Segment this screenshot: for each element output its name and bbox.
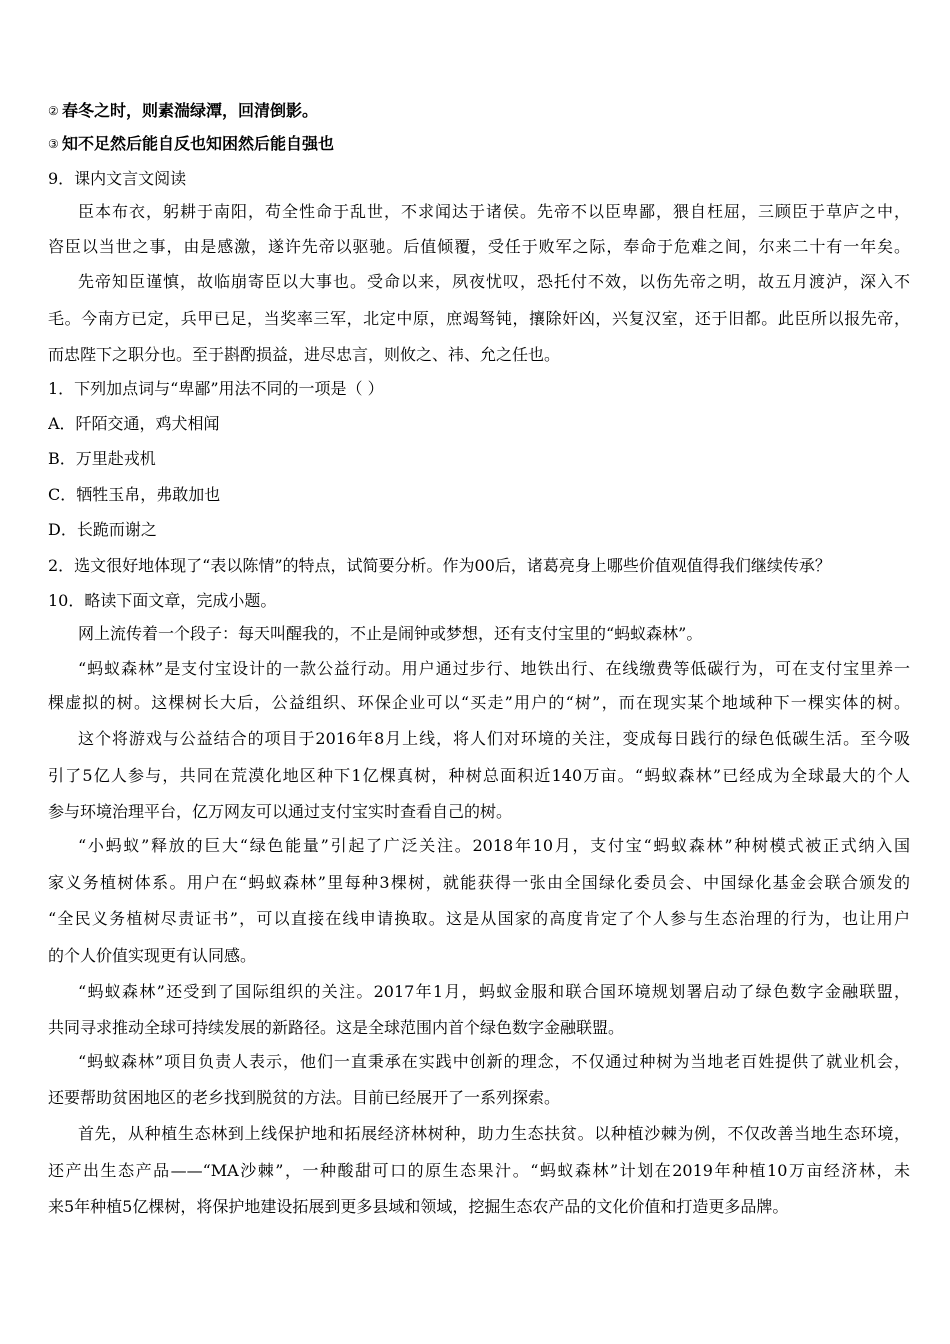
quote-line-3 [48,133,910,155]
quote-line-2 [48,100,910,122]
article-line: 引了5亿人参与，共同在荒漠化地区种下1亿棵真树，种树总面积近140万亩。“蚂蚁森林”已经成为全球最大的个人 [48,766,910,785]
passage-line: 臣本布衣，躬耕于南阳，苟全性命于乱世，不求闻达于诸侯。先帝不以臣卑鄙，猥自枉屈，三顾臣于草庐之中， [78,202,910,221]
article-line: 首先，从种植生态林到上线保护地和拓展经济林树种，助力生态扶贫。以种植沙棘为例，不仅改善当地生态环境， [78,1124,910,1143]
circled-number-2: ② [48,104,59,118]
article-line: 这个将游戏与公益结合的项目于2016年8月上线，将人们对环境的关注，变成每日践行的绿色低碳生活。至今吸 [78,729,910,748]
sub-question-2: 2．选文很好地体现了“表以陈情”的特点，试简要分析。作为00后，诸葛亮身上哪些价值观值得我们继续传承？ [48,556,831,575]
article-line: “蚂蚁森林”还受到了国际组织的关注。2017年1月，蚂蚁金服和联合国环境规划署启动了绿色数字金融联盟， [78,982,910,1001]
option-c: C．牺牲玉帛，弗敢加也 [48,485,221,504]
option-d: D．长跪而谢之 [48,520,157,539]
article-line: “小蚂蚁”释放的巨大“绿色能量”引起了广泛关注。2018年10月，支付宝“蚂蚁森林”种树模式被正式纳入国 [78,836,910,855]
article-line: 共同寻求推动全球可持续发展的新路径。这是全球范围内首个绿色数字金融联盟。 [48,1018,625,1037]
article-line: 还产出生态产品——“MA沙棘”，一种酸甜可口的原生态果汁。“蚂蚁森林”计划在2019年种植10万亩经济林，未 [48,1161,910,1180]
passage-line: 先帝知臣谨慎，故临崩寄臣以大事也。受命以来，夙夜忧叹，恐托付不效，以伤先帝之明，故五月渡泸，深入不 [78,272,910,291]
article-line: 棵虚拟的树。这棵树长大后，公益组织、环保企业可以“买走”用户的“树”，而在现实某个地域种下一棵实体的树。 [48,693,910,712]
passage-line: 咨臣以当世之事，由是感激，遂许先帝以驱驰。后值倾覆，受任于败军之际，奉命于危难之间，尔来二十有一年矣。 [48,237,910,256]
question-9-heading: 9．课内文言文阅读 [48,169,187,188]
article-line: 还要帮助贫困地区的老乡找到脱贫的方法。目前已经展开了一系列探索。 [48,1088,561,1107]
article-line: 网上流传着一个段子：每天叫醒我的，不止是闹钟或梦想，还有支付宝里的“蚂蚁森林”。 [78,624,703,643]
passage-line: 而忠陛下之职分也。至于斟酌损益，进尽忠言，则攸之、祎、允之任也。 [48,345,561,364]
passage-line: 毛。今南方已定，兵甲已足，当奖率三军，北定中原，庶竭驽钝，攘除奸凶，兴复汉室，还于旧都。此臣所以报先帝， [48,309,910,328]
article-line: 参与环境治理平台，亿万网友可以通过支付宝实时查看自己的树。 [48,802,513,821]
sub-question-1: 1．下列加点词与“卑鄙”用法不同的一项是（ ） [48,379,384,398]
question-10-heading: 10．略读下面文章，完成小题。 [48,591,277,610]
article-line: 来5年种植5亿棵树，将保护地建设拓展到更多县域和领域，挖掘生态农产品的文化价值和打造更多品牌。 [48,1197,789,1216]
quote-text: 知不足然后能自反也知困然后能自强也 [62,134,335,153]
quote-text: 春冬之时，则素湍绿潭，回清倒影。 [62,101,319,120]
option-a: A．阡陌交通，鸡犬相闻 [48,414,220,433]
article-line: 家义务植树体系。用户在“蚂蚁森林”里每种3棵树，就能获得一张由全国绿化委员会、中国绿化基金会联合颁发的 [48,873,910,892]
article-line: “蚂蚁森林”是支付宝设计的一款公益行动。用户通过步行、地铁出行、在线缴费等低碳行为，可在支付宝里养一 [78,659,910,678]
article-line: “全民义务植树尽责证书”，可以直接在线申请换取。这是从国家的高度肯定了个人参与生态治理的行为，也让用户 [48,909,910,928]
circled-number-3: ③ [48,137,59,151]
article-line: 的个人价值实现更有认同感。 [48,946,257,965]
option-b: B．万里赴戎机 [48,449,156,468]
article-line: “蚂蚁森林”项目负责人表示，他们一直秉承在实践中创新的理念，不仅通过种树为当地老百姓提供了就业机会， [78,1052,910,1071]
